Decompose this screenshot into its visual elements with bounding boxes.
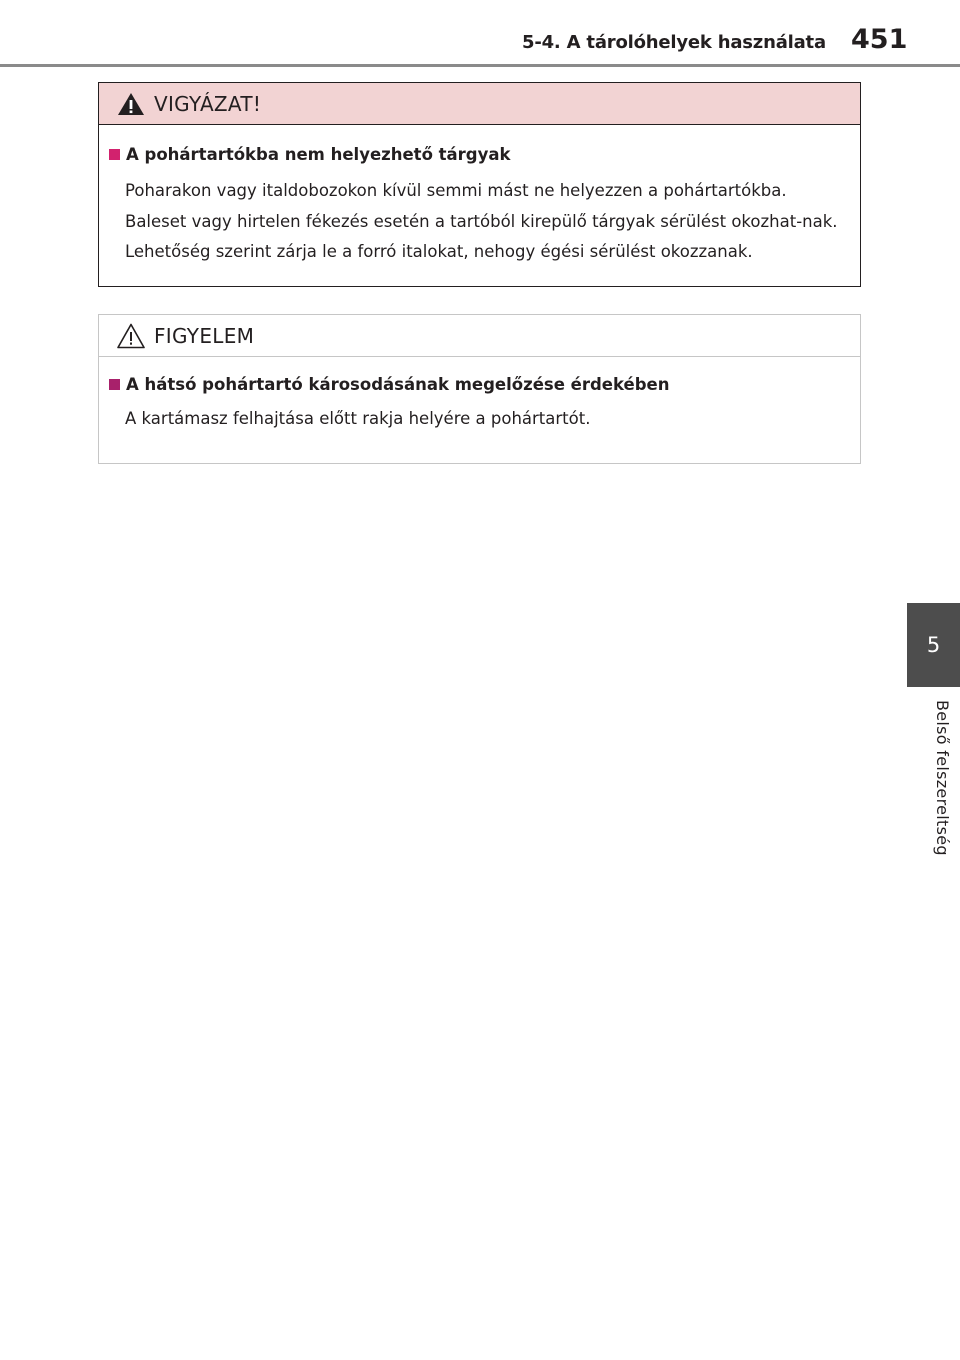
running-header-section: 5-4. A tárolóhelyek használata xyxy=(522,32,826,53)
bullet-square-icon xyxy=(109,149,120,160)
caution-box xyxy=(98,82,861,287)
caution-header xyxy=(99,83,860,125)
chapter-number: 5 xyxy=(926,633,941,657)
warning-triangle-outline-icon xyxy=(117,323,145,349)
notice-title: FIGYELEM xyxy=(154,323,255,348)
caution-item-body: Poharakon vagy italdobozokon kívül semmi mást ne helyezzen a pohártartókba. Baleset vagy hirtelen fékezés esetén a tartóból kirepülő tárgyak sérülést okozhat-nak. Lehetőség szerint zárja le a forró italokat, nehogy égési sérülést okozzanak. xyxy=(125,181,838,261)
caution-item-title-text: A pohártartókba nem helyezhető tárgyak xyxy=(126,145,511,164)
notice-box xyxy=(98,314,861,464)
header-divider xyxy=(0,64,960,67)
warning-triangle-filled-icon xyxy=(117,92,145,116)
notice-item-title xyxy=(109,375,860,394)
page-number: 451 xyxy=(851,24,908,55)
caution-title: VIGYÁZAT! xyxy=(154,91,262,116)
chapter-tab xyxy=(907,603,960,687)
notice-item-body: A kartámasz felhajtása előtt rakja helyére a pohártartót. xyxy=(125,409,591,428)
notice-header xyxy=(99,315,860,357)
bullet-square-icon xyxy=(109,379,120,390)
notice-item-title-text: A hátsó pohártartó károsodásának megelőzése érdekében xyxy=(126,375,670,394)
caution-item-title xyxy=(109,145,860,164)
chapter-label: Belső felszereltség xyxy=(933,700,952,856)
